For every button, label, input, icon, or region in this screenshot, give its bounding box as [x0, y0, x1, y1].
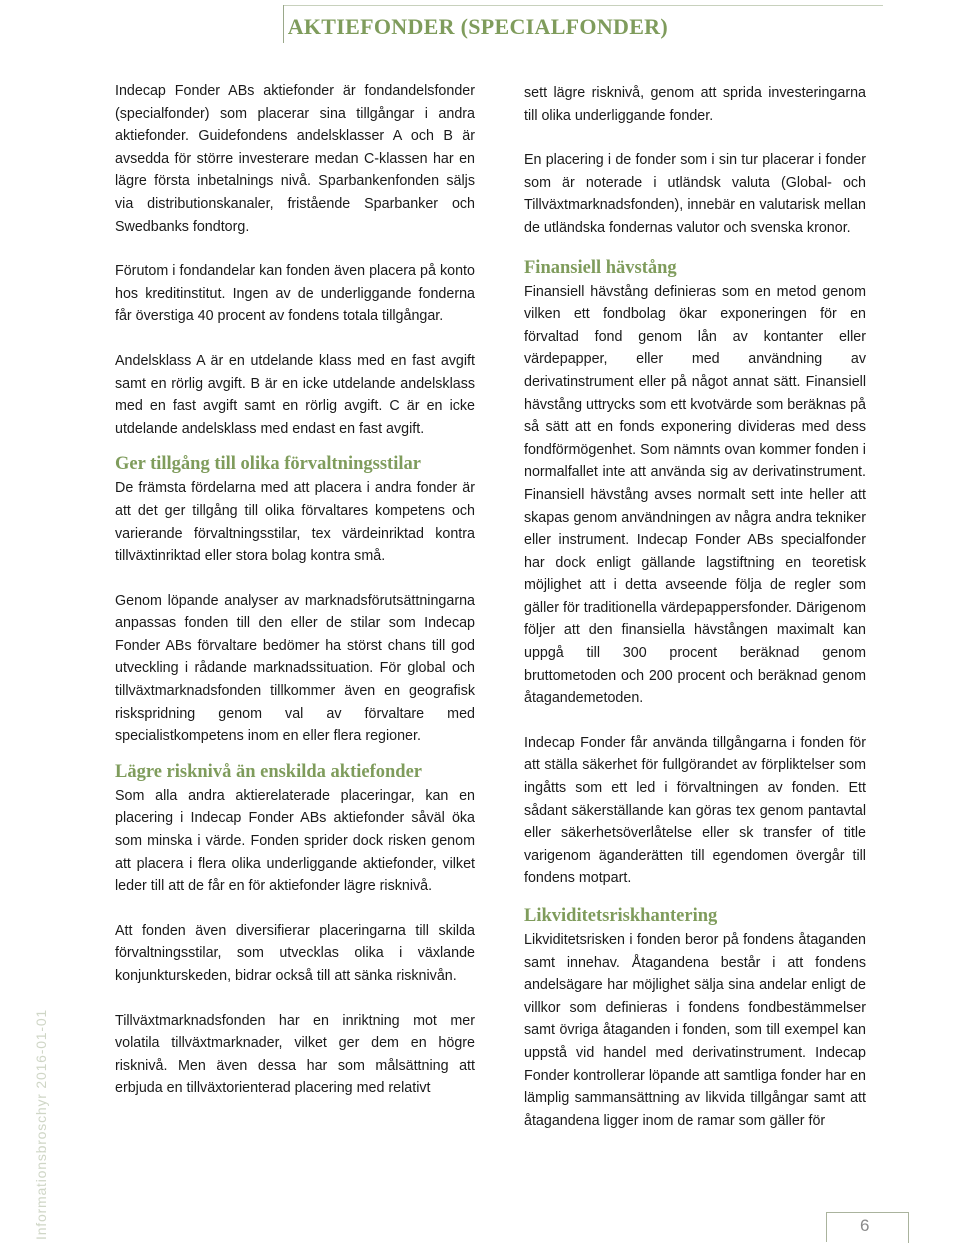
page-number: 6 — [860, 1216, 870, 1235]
page-title: AKTIEFONDER (SPECIALFONDER) — [287, 14, 668, 39]
paragraph: En placering i de fonder som i sin tur placerar i fonder som är noterade i utländsk valuta (Global- och Tillväxtmarknadsfonden), innebär en valutarisk mellan de utländska fondernas valutor och svenska kronor. — [524, 152, 866, 236]
paragraph: Likviditetsrisken i fonden beror på fondens åtaganden samt innehav. Åtagandena består i att fondens andelsägare har möjlighet sälja sina andelar enligt de villkor som definieras i fondens fondbestämmelser samt övriga åtaganden i fonden, som till exempel kan uppstå vid handel med derivatinstrument. Indecap Fonder kontrollerar löpande att samtliga fonder har en lämplig sammansättning av likvida tillgångar samt att åtagandena ligger inom de ramar som gäller för — [524, 932, 866, 1129]
paragraph: Att fonden även diversifierar placeringarna till skilda förvaltningsstilar, som utvecklas olika i växlande konjunkturskeden, bidrar också till att sänka risknivån. — [115, 922, 475, 984]
paragraph: Finansiell hävstång definieras som en metod genom vilken ett fondbolag ökar exponeringen för en förvaltad fond genom lån av kontanter eller värdepapper, eller med användning av derivatinstrument eller på något annat sätt. Finansiell hävstång uttrycks som ett kvotvärde som beräknas på så sätt att en fonds exponering divideras med dess fondförmögenhet. Som nämnts ovan kommer fonden i normalfallet inte att använda sig av derivatinstrument. Finansiell hävstång avses normalt sett inte heller att skapas genom användningen av några andra tekniker eller instrument. Indecap Fonder ABs specialfonder har dock enligt gällande lagstiftning en teoretisk möjlighet att i detta avseende följa de regler som gäller för traditionella värdepappersfonder. Därigenom följer att den finansiella hävstången maximalt kan uppgå till 300 procent beräknad genom bruttometoden och 200 procent och beräknad genom åtagandemetoden. — [524, 283, 866, 707]
paragraph: De främsta fördelarna med att placera i andra fonder är att det ger tillgång till olika förvaltares kompetens och varierande förvaltningsstilar, tex värdeinriktad kontra tillväxtinriktad eller stora bolag kontra små. — [115, 480, 475, 565]
sidebar-vertical-text: Informationsbroschyr 2016-01-01 — [33, 1008, 49, 1240]
header-rule-top — [283, 5, 883, 6]
header-rule — [283, 5, 284, 43]
left-column — [115, 80, 475, 1122]
paragraph: Indecap Fonder ABs aktiefonder är fondandelsfonder (specialfonder) som placerar sina tillgångar i andra aktiefonder. Guidefondens andelsklasser A och B är avsedda för större investerare medan C-klassen har en lägre första inbetalnings nivå. Sparbankenfonden säljs via distributionskanaler, fristående Sparbanker och Swedbanks fondtorg. — [115, 83, 475, 235]
section-heading: Ger tillgång till olika förvaltningsstilar — [115, 454, 421, 475]
section-heading: Finansiell hävstång — [524, 257, 677, 278]
paragraph: Tillväxtmarknadsfonden har en inriktning mot mer volatila tillväxtmarknader, vilket ger dem en högre risknivå. Men även dessa har som målsättning att erbjuda en tillväxtorienterad placering med relativt — [115, 1012, 475, 1097]
right-column — [524, 82, 866, 1154]
paragraph: Genom löpande analyser av marknadsförutsättningarna anpassas fonden till den eller de stilar som Indecap Fonder ABs förvaltare bedömer ha störst chans till god utveckling i rådande marknadssituation. För global och tillväxtmarknadsfonden tillkommer även en geografisk riskspridning genom val av förvaltare med specialistkompetens inom en eller flera regioner. — [115, 592, 475, 745]
paragraph: Indecap Fonder får använda tillgångarna i fonden för att ställa säkerhet för fullgörandet av förpliktelser som ingåtts som ett led i förvaltningen av fonden. Ett sådant säkerställande kan göras tex genom pantavtal eller säkerhetsöverlåtelse eller sk transfer of title varigenom äganderätten till egendomen övergår till fondens motpart. — [524, 734, 866, 887]
paragraph: Som alla andra aktierelaterade placeringar, kan en placering i Indecap Fonder ABs aktiefonder såväl öka som minska i värde. Fonden sprider dock risken genom att placera i flera olika underliggande aktiefonder, vilket leder till att de får en för aktiefonder lägre risknivå. — [115, 787, 475, 895]
section-heading: Lägre risknivå än enskilda aktiefonder — [115, 761, 423, 782]
paragraph: Förutom i fondandelar kan fonden även placera på konto hos kreditinstitut. Ingen av de underliggande fonderna får överstiga 40 procent av fondens totala tillgångar. — [115, 263, 475, 325]
section-heading: Likviditetsriskhantering — [524, 906, 718, 926]
paragraph: sett lägre risknivå, genom att sprida investeringarna till olika underliggande fonder. — [524, 85, 866, 124]
paragraph: Andelsklass A är en utdelande klass med en fast avgift samt en rörlig avgift. B är en icke utdelande andelsklass med en fast avgift samt en rörlig avgift. C är en icke utdelande andelsklass med endast en fast avgift. — [115, 352, 475, 437]
